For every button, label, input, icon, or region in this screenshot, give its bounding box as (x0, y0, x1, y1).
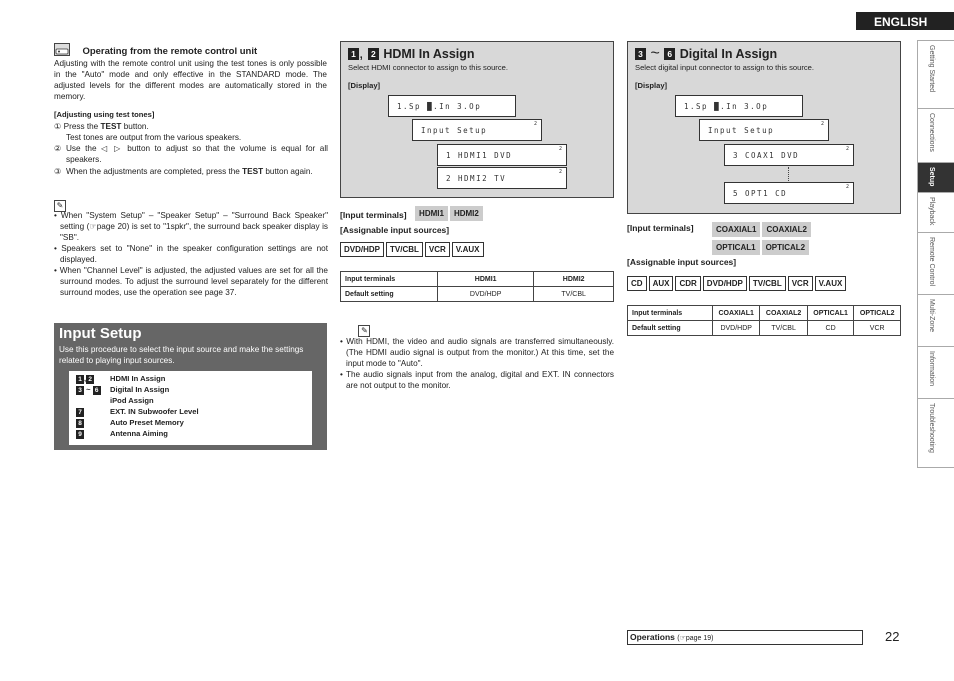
table-cell: VCR (854, 321, 901, 336)
table-header: Input terminals (341, 272, 438, 287)
remote-heading-row (54, 41, 328, 55)
side-tab-setup[interactable] (917, 162, 954, 192)
side-tab-information[interactable] (917, 346, 954, 398)
hdmi-terminals-row (340, 205, 485, 223)
note-text: Speakers set to "None" in the speaker configuration settings are not displayed. (60, 244, 328, 264)
menu-label: Antenna Aiming (110, 429, 168, 438)
table-header: HDMI1 (438, 272, 534, 287)
lcd-superscript: 2 (558, 169, 562, 175)
digital-title: Digital In Assign (679, 47, 778, 61)
table-cell: DVD/HDP (713, 321, 760, 336)
step-text: button. (123, 122, 149, 131)
note-list (54, 210, 328, 298)
side-tab-label: Information (928, 351, 935, 387)
table-cell: Default setting (341, 287, 438, 302)
step-2-number: ② (54, 144, 62, 153)
table-cell: DVD/HDP (438, 287, 534, 302)
note-item: • With HDMI, the video and audio signals are transferred simultaneously. (The HDMI audio signal is output from the monitor.) At this time, set the input mode to "Auto". (340, 337, 614, 368)
side-tab-label: Remote Control (928, 237, 935, 287)
remote-control-icon (54, 43, 70, 56)
table-header: COAXIAL1 (713, 306, 760, 321)
digital-assign-panel (627, 41, 901, 214)
side-tab-playback[interactable] (917, 192, 954, 232)
source-chip: CD (627, 276, 647, 291)
hdmi-desc: Select HDMI connector to assign to this source. (348, 63, 508, 72)
step-badge: 2 (86, 375, 94, 384)
remote-heading: Operating from the remote control unit (82, 46, 258, 57)
input-setup-menu (69, 371, 312, 445)
lcd-text: 2 HDMI2 TV (446, 174, 507, 183)
step-badge: 1 (76, 375, 84, 384)
table-header: COAXIAL2 (760, 306, 807, 321)
menu-label: Digital In Assign (110, 385, 170, 394)
table-cell: CD (807, 321, 854, 336)
input-setup-title: Input Setup (59, 325, 142, 342)
hdmi-note-list (340, 336, 614, 391)
step-1-line-2: Test tones are output from the various speakers. (66, 133, 242, 142)
side-tab-getting-started[interactable] (917, 40, 954, 108)
table-cell: TV/CBL (760, 321, 807, 336)
menu-item-digital-in-assign[interactable] (76, 385, 170, 396)
step-badge: 8 (76, 419, 84, 428)
note-text: The audio signals input from the analog, digital and EXT. IN connectors are not output to the monitor. (345, 370, 614, 390)
note-item: • When "System Setup" – "Speaker Setup" – "Surround Back Speaker" setting (☞page 20) is set to "1spkr", the surround back speaker display is "SB". (54, 211, 328, 242)
source-chip: VCR (425, 242, 450, 257)
hdmi-sources-label: [Assignable input sources] (340, 225, 450, 235)
source-chip: TV/CBL (386, 242, 423, 257)
source-chip: DVD/HDP (703, 276, 747, 291)
menu-label: HDMI In Assign (110, 374, 166, 383)
test-tones-heading: [Adjusting using test tones] (54, 110, 155, 119)
lcd-text: Input Setup (708, 126, 775, 135)
table-cell: Default setting (628, 321, 713, 336)
source-chip: V.AUX (452, 242, 484, 257)
digital-terminals-row-2 (712, 239, 811, 257)
step-3 (66, 166, 328, 177)
side-tab-label: Getting Started (928, 45, 935, 93)
table-header: HDMI2 (534, 272, 614, 287)
test-key-label: TEST (100, 122, 122, 131)
table-header: Input terminals (628, 306, 713, 321)
note-item: • The audio signals input from the analog, digital and EXT. IN connectors are not output to the monitor. (340, 370, 614, 390)
side-tab-troubleshooting[interactable] (917, 398, 954, 468)
page-number: 22 (885, 629, 900, 644)
lcd-text: 1.Sp █.In 3.Op (397, 102, 482, 111)
side-tab-label: Connections (928, 113, 935, 152)
input-setup-desc: Use this procedure to select the input source and make the settings related to playing input sources. (59, 345, 304, 365)
lcd-superscript: 2 (845, 146, 849, 152)
menu-item-antenna-aiming[interactable] (76, 429, 168, 440)
digital-terminals-row-1 (712, 221, 813, 239)
side-tab-label: Troubleshooting (928, 403, 935, 453)
operations-page-ref: (☞page 19) (677, 635, 714, 642)
digital-title-row: 3 ~ 6 Digital In Assign (635, 45, 777, 63)
table-row (628, 306, 901, 321)
step-3-number: ③ (54, 167, 62, 176)
step-badge: 9 (76, 430, 84, 439)
digital-lcd-option-1[interactable] (724, 144, 854, 166)
hdmi-default-table (340, 271, 614, 302)
menu-label: EXT. IN Subwoofer Level (110, 407, 199, 416)
lcd-text: 3 COAX1 DVD (733, 151, 800, 160)
source-chip: V.AUX (815, 276, 847, 291)
side-tab-label: Multi-Zone (928, 299, 935, 333)
remote-body: Adjusting with the remote control unit using the test tones is only possible in the "Auto" mode and only effective in the STANDARD mode. The adjusted levels for the different modes are automatically stored in the memory. (54, 59, 327, 101)
digital-lcd-main (675, 95, 803, 117)
step-badge: 3 (635, 48, 646, 60)
step-2: Use the ◁ ▷ button to adjust so that the volume is equal for all speakers. (66, 144, 328, 164)
step-text: When the adjustments are completed, press the (66, 167, 240, 176)
source-chip: VCR (788, 276, 813, 291)
source-chip: AUX (649, 276, 674, 291)
table-header: OPTICAL1 (807, 306, 854, 321)
side-tab-connections[interactable] (917, 108, 954, 162)
digital-lcd-input-setup (699, 119, 829, 141)
table-header: OPTICAL2 (854, 306, 901, 321)
range-separator: ~ (86, 385, 91, 394)
note-item: • Speakers set to "None" in the speaker configuration settings are not displayed. (54, 244, 328, 264)
side-tab-label: Setup (928, 167, 935, 187)
step-badge: 7 (76, 408, 84, 417)
digital-terminals-label: [Input terminals] (627, 223, 694, 233)
hdmi-display-label: [Display] (348, 81, 381, 90)
digital-default-table (627, 305, 901, 336)
side-tab-multi-zone[interactable] (917, 294, 954, 346)
table-cell: TV/CBL (534, 287, 614, 302)
digital-sources-label: [Assignable input sources] (627, 257, 737, 267)
note-text: When "Channel Level" is adjusted, the adjusted values are set for all the surround modes. To adjust the surround level separately for the different surround modes, use the operation see page 37. (59, 266, 328, 297)
terminal-chip: HDMI2 (450, 206, 483, 221)
note-text: With HDMI, the video and audio signals are transferred simultaneously. (The HDMI audio signal is output from the monitor.) At this time, set the input mode to "Auto". (346, 337, 614, 368)
terminal-chip: OPTICAL1 (712, 240, 760, 255)
digital-desc: Select digital input connector to assign to this source. (635, 63, 814, 72)
digital-lcd-option-5[interactable] (724, 182, 854, 204)
step-badge: 3 (76, 386, 84, 395)
hdmi-assign-panel (340, 41, 614, 198)
digital-sources-row (627, 275, 848, 293)
source-chip: DVD/HDP (340, 242, 384, 257)
digital-display-label: [Display] (635, 81, 668, 90)
lcd-text: 5 OPT1 CD (733, 189, 788, 198)
menu-item-ext-in-subwoofer[interactable] (76, 407, 199, 418)
hdmi-lcd-main (388, 95, 516, 117)
menu-item-ipod-assign[interactable]: iPod Assign (110, 396, 154, 405)
terminal-chip: COAXIAL2 (762, 222, 810, 237)
step-1 (54, 121, 327, 132)
table-row (341, 272, 614, 287)
side-tab-label: Playback (928, 197, 935, 226)
range-separator: , (84, 374, 87, 383)
lcd-text: Input Setup (421, 126, 488, 135)
side-tab-remote-control[interactable] (917, 232, 954, 294)
hdmi-title: HDMI In Assign (383, 47, 475, 61)
ellipsis-divider (788, 167, 789, 181)
note-item: • When "Channel Level" is adjusted, the adjusted values are set for all the surround modes. To adjust the surround level separately for the different surround modes, use the operation see page 37. (54, 266, 328, 297)
menu-item-auto-preset-memory[interactable] (76, 418, 184, 429)
table-row (341, 287, 614, 302)
note-pencil-icon: ✎ (54, 200, 66, 212)
hdmi-title-row: 1 , 2 HDMI In Assign (348, 45, 475, 63)
step-badge: 1 (348, 48, 359, 60)
step-text: button again. (265, 167, 313, 176)
input-setup-box (54, 323, 327, 450)
terminals-label: [Input terminals] (340, 210, 407, 220)
step-number: ① (54, 122, 62, 131)
hdmi-lcd-option-1[interactable] (437, 144, 567, 166)
terminal-chip: OPTICAL2 (762, 240, 810, 255)
step-text: Press the (63, 122, 99, 131)
step-badge: 6 (664, 48, 675, 60)
terminal-chip: HDMI1 (415, 206, 448, 221)
terminal-chip: COAXIAL1 (712, 222, 760, 237)
source-chip: TV/CBL (749, 276, 786, 291)
menu-item-hdmi-in-assign[interactable] (76, 374, 166, 385)
lcd-superscript: 2 (558, 146, 562, 152)
note-pencil-icon: ✎ (358, 325, 370, 337)
language-tab[interactable]: ENGLISH (856, 12, 954, 30)
hdmi-sources-row (340, 241, 486, 259)
operations-label: Operations (630, 632, 675, 642)
lcd-superscript: 2 (820, 121, 824, 127)
lcd-text: 1.Sp █.In 3.Op (684, 102, 769, 111)
operations-link[interactable] (627, 630, 863, 645)
step-badge: 2 (368, 48, 379, 60)
lcd-superscript: 2 (845, 184, 849, 190)
table-row (628, 321, 901, 336)
lcd-superscript: 2 (533, 121, 537, 127)
step-badge: 6 (93, 386, 101, 395)
test-key-label: TEST (242, 167, 264, 176)
menu-label: Auto Preset Memory (110, 418, 184, 427)
hdmi-lcd-input-setup (412, 119, 542, 141)
hdmi-lcd-option-2[interactable] (437, 167, 567, 189)
note-text: When "System Setup" – "Speaker Setup" – "Surround Back Speaker" setting (☞page 20) is set to "1spkr", the surround back speaker display is "SB". (60, 211, 328, 242)
source-chip: CDR (675, 276, 700, 291)
lcd-text: 1 HDMI1 DVD (446, 151, 513, 160)
